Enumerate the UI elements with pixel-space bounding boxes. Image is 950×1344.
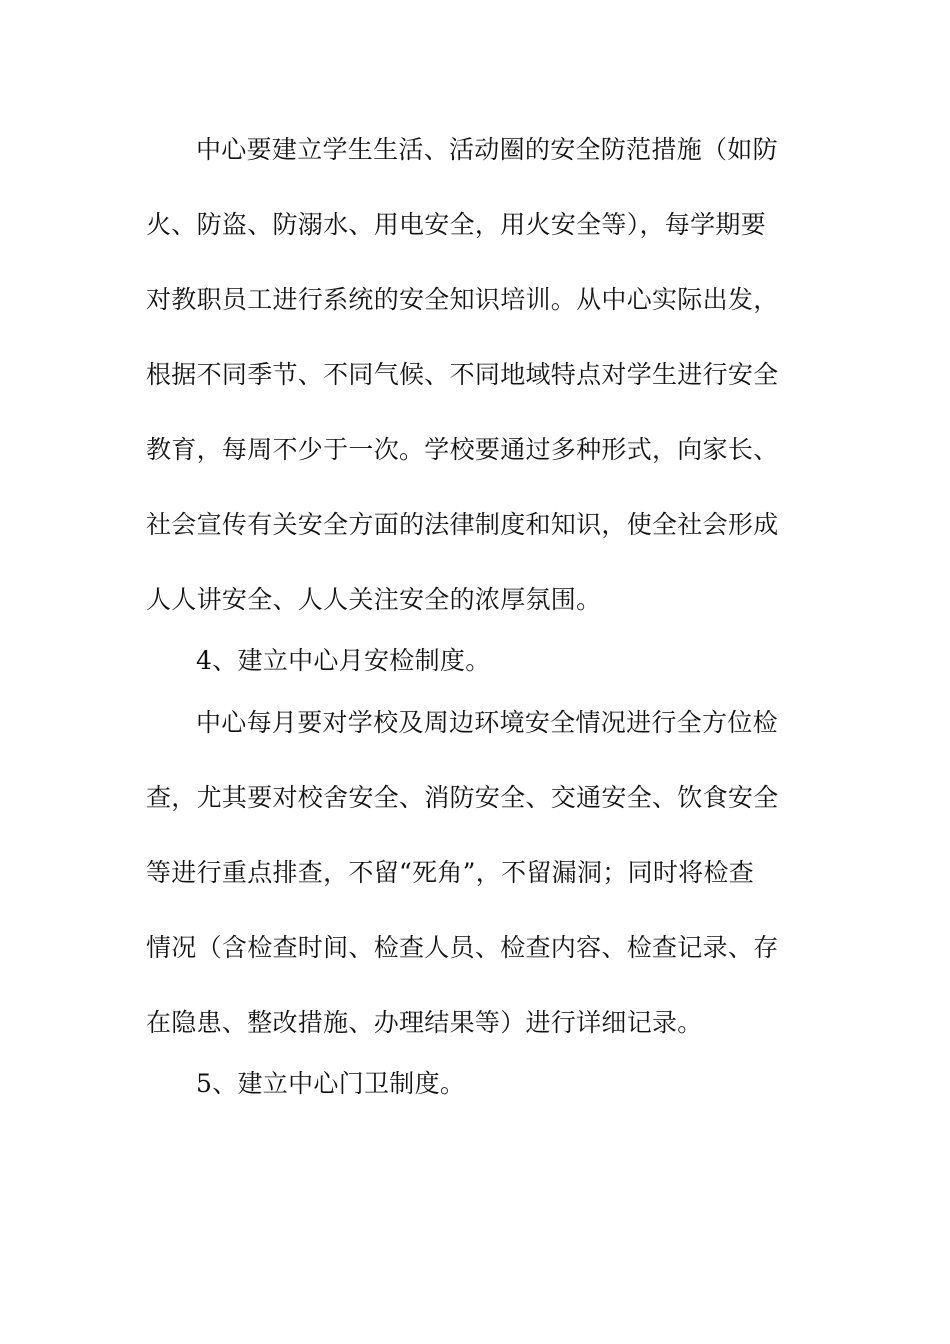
text-line: 在隐患、整改措施、办理结果等）进行详细记录。 (146, 1008, 703, 1037)
text-line: 查，尤其要对校舍安全、消防安全、交通安全、饮食安全 (146, 783, 779, 812)
text-line: 等进行重点排查，不留“死角”，不留漏洞；同时将检查 (146, 858, 755, 887)
text-line: 情况（含检查时间、检查人员、检查内容、检查记录、存 (146, 933, 779, 962)
text-line: 人人讲安全、人人关注安全的浓厚氛围。 (146, 585, 602, 614)
text-line: 对教职员工进行系统的安全知识培训。从中心实际出发， (146, 285, 779, 314)
text-line: 中心每月要对学校及周边环境安全情况进行全方位检 (196, 708, 778, 737)
text-line: 社会宣传有关安全方面的法律制度和知识，使全社会形成 (146, 510, 779, 539)
text-line: 中心要建立学生生活、活动圈的安全防范措施（如防 (196, 135, 778, 164)
section-heading: 5、建立中心门卫制度。 (196, 1069, 466, 1098)
text-line: 教育，每周不少于一次。学校要通过多种形式，向家长、 (146, 435, 779, 464)
text-line: 根据不同季节、不同气候、不同地域特点对学生进行安全 (146, 360, 779, 389)
section-heading: 4、建立中心月安检制度。 (196, 646, 491, 675)
text-line: 火、防盗、防溺水、用电安全，用火安全等），每学期要 (146, 210, 767, 239)
